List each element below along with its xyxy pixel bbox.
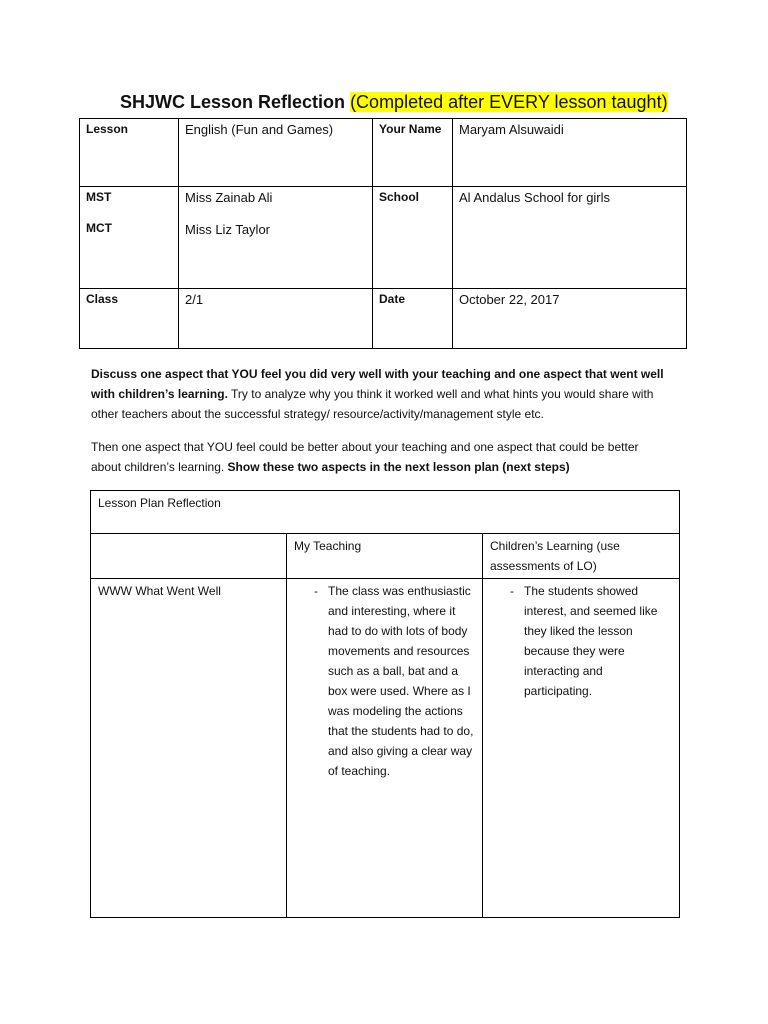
empty-header-cell: [91, 534, 287, 579]
your-name-value: Maryam Alsuwaidi: [453, 119, 687, 187]
lesson-value: English (Fun and Games): [179, 119, 373, 187]
info-row-mentors: [80, 187, 687, 289]
bullet-dash: -: [314, 584, 318, 598]
lesson-plan-reflection-table: [90, 490, 680, 918]
date-value: October 22, 2017: [453, 289, 687, 349]
mct-label: MCT: [86, 221, 112, 235]
info-row-class: [80, 289, 687, 349]
title-highlight-note: (Completed after EVERY lesson taught): [350, 92, 668, 112]
teaching-bullet: [294, 581, 475, 781]
date-label: Date: [373, 289, 453, 349]
page-title: [120, 92, 668, 113]
lesson-info-table: [79, 118, 687, 349]
mentor-values-cell: [179, 187, 373, 289]
childrens-learning-cell: [483, 579, 680, 918]
my-teaching-cell: [287, 579, 483, 918]
learning-text: The students showed interest, and seemed like they liked the lesson because they were interacting and participating.: [524, 584, 658, 698]
class-value: 2/1: [179, 289, 373, 349]
instruction-1-bold: Discuss one aspect that YOU feel you did very well with your teaching and one aspect that went well with children’s learning.: [91, 367, 664, 401]
school-value: Al Andalus School for girls: [453, 187, 687, 289]
bullet-dash: -: [510, 584, 514, 598]
mentor-labels-cell: [80, 187, 179, 289]
www-label: WWW What Went Well: [91, 579, 287, 918]
class-label: Class: [80, 289, 179, 349]
info-row-lesson: [80, 119, 687, 187]
mct-value: Miss Liz Taylor: [185, 222, 271, 237]
reflection-header-row: [91, 491, 680, 534]
teaching-text: The class was enthusiastic and interesting, where it had to do with lots of body movements and resources such as a ball, bat and a box were used. Where as I was modeling the actions that the students had to do, and also giving a clear way of teaching.: [328, 584, 474, 778]
childrens-learning-header: Children’s Learning (use assessments of LO): [483, 534, 680, 579]
instruction-2-bold: Show these two aspects in the next lesson plan (next steps): [224, 460, 570, 474]
learning-bullet: [490, 581, 672, 701]
mst-value: Miss Zainab Ali: [185, 190, 273, 205]
title-main: SHJWC Lesson Reflection: [120, 92, 346, 112]
my-teaching-header: My Teaching: [287, 534, 483, 579]
mst-label: MST: [86, 190, 112, 204]
instruction-1-normal: Try to analyze why you think it worked well and what hints you would share with other teachers about the successful strategy/ resource/activity/management style etc.: [91, 387, 654, 421]
school-label: School: [373, 187, 453, 289]
lesson-label: Lesson: [80, 119, 179, 187]
www-row: [91, 579, 680, 918]
instruction-paragraph-1: [91, 364, 671, 424]
reflection-columns-row: [91, 534, 680, 579]
instruction-2-normal: Then one aspect that YOU feel could be better about your teaching and one aspect that could be better about children’s learning.: [91, 440, 639, 474]
instruction-paragraph-2: [91, 437, 671, 477]
reflection-header: Lesson Plan Reflection: [91, 491, 680, 534]
your-name-label: Your Name: [373, 119, 453, 187]
